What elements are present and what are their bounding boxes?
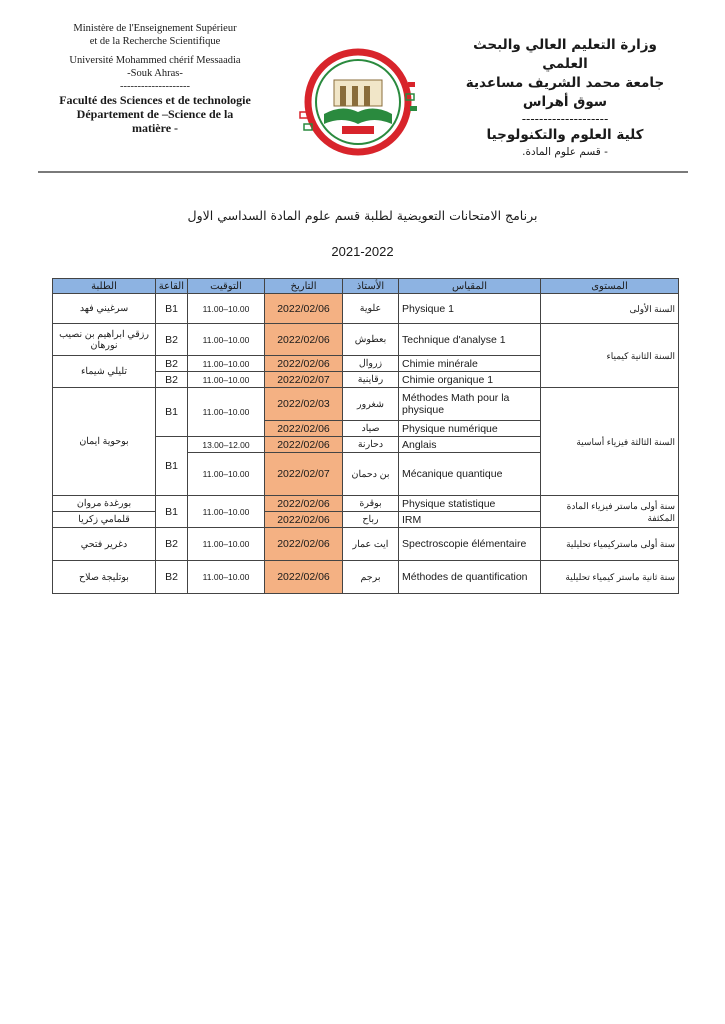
room-cell: B1 — [156, 496, 188, 528]
prof-cell: بوقرة — [343, 496, 399, 512]
module-cell: Technique d'analyse 1 — [399, 324, 541, 356]
time-cell: 11.00–10.00 — [188, 372, 265, 388]
time-cell: 11.00–10.00 — [188, 561, 265, 594]
date-cell: 2022/02/06 — [265, 356, 343, 372]
prof-cell: دحارنة — [343, 437, 399, 453]
ministry-ar: وزارة التعليم العالي والبحث العلمي — [473, 37, 657, 72]
department-ar: - قسم علوم المادة. — [522, 146, 608, 158]
faculty-ar: كلية العلوم والتكنولوجيا — [486, 127, 644, 143]
module-cell: Physique numérique — [399, 421, 541, 437]
date-cell: 2022/02/06 — [265, 496, 343, 512]
prof-cell: بعطوش — [343, 324, 399, 356]
table-row — [53, 294, 679, 324]
header-room: القاعة — [156, 279, 188, 294]
date-cell: 2022/02/06 — [265, 561, 343, 594]
header-student: الطلبة — [53, 279, 156, 294]
time-cell: 11.00–10.00 — [188, 294, 265, 324]
date-cell: 2022/02/06 — [265, 437, 343, 453]
module-cell: Physique 1 — [399, 294, 541, 324]
student-cell: بورغدة مروان — [53, 496, 156, 512]
university-ar: جامعة محمد الشريف مساعدية — [465, 75, 665, 91]
table-row — [53, 388, 679, 421]
table-row — [53, 324, 679, 356]
level-cell: سنة ثانية ماستر كيمياء تحليلية — [541, 561, 679, 594]
table-header-row — [53, 279, 679, 294]
level-cell: سنة أولى ماستركيمياء تحليلية — [541, 528, 679, 561]
table-row — [53, 528, 679, 561]
table-row — [53, 561, 679, 594]
header-time: التوقيت — [188, 279, 265, 294]
header-module: المقياس — [399, 279, 541, 294]
room-cell: B1 — [156, 388, 188, 437]
header-divider — [38, 171, 688, 173]
time-cell: 13.00–12.00 — [188, 437, 265, 453]
module-cell: Méthodes Math pour la physique — [399, 388, 541, 421]
prof-cell: رباح — [343, 512, 399, 528]
ministry-fr-line2: et de la Recherche Scientifique — [89, 36, 221, 47]
header-right — [455, 36, 675, 159]
student-cell: دغرير فتحي — [53, 528, 156, 561]
prof-cell: علوية — [343, 294, 399, 324]
time-cell: 11.00–10.00 — [188, 496, 265, 528]
room-cell: B1 — [156, 294, 188, 324]
date-cell: 2022/02/06 — [265, 294, 343, 324]
room-cell: B2 — [156, 372, 188, 388]
time-cell: 11.00–10.00 — [188, 356, 265, 372]
module-cell: Anglais — [399, 437, 541, 453]
time-cell: 11.00–10.00 — [188, 453, 265, 496]
university-fr: Université Mohammed chérif Messaadia — [69, 55, 241, 66]
separator-right: -------------------- — [521, 112, 609, 126]
module-cell: Physique statistique — [399, 496, 541, 512]
prof-cell: بن دحمان — [343, 453, 399, 496]
date-cell: 2022/02/06 — [265, 512, 343, 528]
module-cell: Chimie minérale — [399, 356, 541, 372]
header-prof: الأستاذ — [343, 279, 399, 294]
separator-left: -------------------- — [120, 81, 190, 92]
student-cell: رزقي ابراهيم بن نصيب نورهان — [53, 324, 156, 356]
city-ar: سوق أهراس — [522, 94, 608, 110]
header-date: التاريخ — [265, 279, 343, 294]
prof-cell: زروال — [343, 356, 399, 372]
room-cell: B1 — [156, 437, 188, 496]
level-cell: سنة أولى ماستر فيزياء المادة المكثفة — [541, 496, 679, 528]
university-logo — [294, 42, 422, 160]
date-cell: 2022/02/06 — [265, 421, 343, 437]
prof-cell: ايت عمار — [343, 528, 399, 561]
department-fr-line1: Département de –Science de la — [76, 107, 234, 121]
level-cell: السنة الثانية كيمياء — [541, 324, 679, 388]
student-cell: تليلي شيماء — [53, 356, 156, 388]
room-cell: B2 — [156, 356, 188, 372]
level-cell: السنة الثالثة فيزياء أساسية — [541, 388, 679, 496]
date-cell: 2022/02/07 — [265, 453, 343, 496]
date-cell: 2022/02/07 — [265, 372, 343, 388]
prof-cell: شغرور — [343, 388, 399, 421]
table-row — [53, 496, 679, 512]
academic-year: 2021-2022 — [331, 244, 394, 259]
module-cell: Spectroscopie élémentaire — [399, 528, 541, 561]
date-cell: 2022/02/06 — [265, 528, 343, 561]
document-title: برنامج الامتحانات التعويضية لطلبة قسم علوم المادة السداسي الاول — [187, 208, 538, 223]
student-cell: قلمامي زكريا — [53, 512, 156, 528]
student-cell: سرغيني فهد — [53, 294, 156, 324]
student-cell: بوحوية ايمان — [53, 388, 156, 496]
room-cell: B2 — [156, 324, 188, 356]
module-cell: Chimie organique 1 — [399, 372, 541, 388]
prof-cell: رقاينية — [343, 372, 399, 388]
time-cell: 11.00–10.00 — [188, 388, 265, 437]
date-cell: 2022/02/06 — [265, 324, 343, 356]
date-cell: 2022/02/03 — [265, 388, 343, 421]
prof-cell: صياد — [343, 421, 399, 437]
student-cell: بوتليجة صلاح — [53, 561, 156, 594]
exam-schedule-table — [52, 278, 679, 594]
time-cell: 11.00–10.00 — [188, 528, 265, 561]
module-cell: Méthodes de quantification — [399, 561, 541, 594]
header-left — [40, 22, 270, 135]
header-level: المستوى — [541, 279, 679, 294]
city-fr: -Souk Ahras- — [127, 68, 183, 79]
time-cell: 11.00–10.00 — [188, 324, 265, 356]
room-cell: B2 — [156, 561, 188, 594]
department-fr-line2: matière - — [131, 121, 179, 135]
level-cell: السنة الأولى — [541, 294, 679, 324]
module-cell: Mécanique quantique — [399, 453, 541, 496]
room-cell: B2 — [156, 528, 188, 561]
faculty-fr: Faculté des Sciences et de technologie — [59, 93, 251, 107]
module-cell: IRM — [399, 512, 541, 528]
ministry-fr-line1: Ministère de l'Enseignement Supérieur — [73, 23, 237, 34]
prof-cell: برجم — [343, 561, 399, 594]
